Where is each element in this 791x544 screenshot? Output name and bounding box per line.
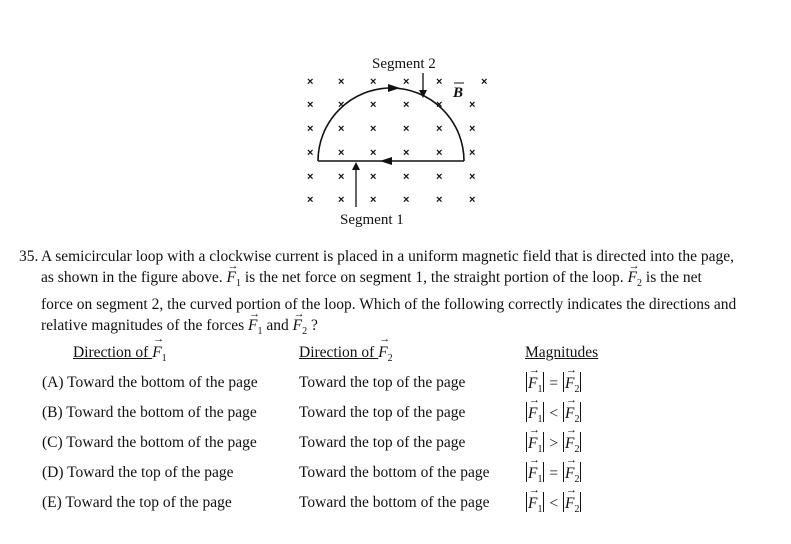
- field-x-mark: ×: [481, 76, 488, 88]
- question-35: [19, 246, 779, 342]
- field-x-mark: ×: [403, 194, 410, 206]
- question-line-1: A semicircular loop with a clockwise current is placed in a uniform magnetic field that is directed into the page,: [41, 248, 734, 265]
- question-line-4c: ?: [310, 317, 318, 335]
- field-x-mark: ×: [403, 123, 410, 135]
- field-x-mark: ×: [436, 99, 443, 111]
- b-field-label: B: [453, 85, 464, 101]
- header-direction-f2: Direction of → $F_2$: [299, 344, 393, 364]
- magnetic-field-figure: [0, 0, 791, 240]
- question-line-2b: is the net force on segment 1, the straight portion of the loop.: [244, 269, 624, 286]
- field-x-mark: ×: [403, 147, 410, 159]
- field-x-mark: ×: [436, 171, 443, 183]
- field-x-mark: ×: [370, 171, 377, 183]
- field-x-mark: ×: [370, 147, 377, 159]
- question-line-2a: as shown in the figure above.: [41, 269, 223, 286]
- choice-e-magnitude: → $F_1$ < → $F_2$: [525, 492, 582, 515]
- field-x-mark: ×: [338, 123, 345, 135]
- choice-c-dir1[interactable]: (C) Toward the bottom of the page: [42, 434, 257, 451]
- field-x-mark: ×: [307, 147, 314, 159]
- field-x-mark: ×: [469, 123, 476, 135]
- field-x-mark: ×: [469, 171, 476, 183]
- question-line-2: [41, 267, 779, 294]
- field-x-mark: ×: [403, 76, 410, 88]
- field-x-mark: ×: [403, 171, 410, 183]
- field-x-mark: ×: [436, 123, 443, 135]
- question-line-4a: relative magnitudes of the forces: [41, 317, 245, 335]
- choice-b-dir1[interactable]: (B) Toward the bottom of the page: [42, 404, 257, 421]
- field-x-mark: ×: [469, 99, 476, 111]
- field-x-mark: ×: [307, 171, 314, 183]
- field-x-mark: ×: [370, 99, 377, 111]
- segment-1-label: Segment 1: [340, 212, 404, 228]
- choice-b-dir2: Toward the top of the page: [299, 404, 466, 421]
- field-x-mark: ×: [338, 171, 345, 183]
- question-text: [41, 246, 779, 342]
- field-x-mark: ×: [307, 194, 314, 206]
- choice-b-magnitude: → $F_1$ < → $F_2$: [525, 402, 582, 425]
- field-x-mark: ×: [338, 99, 345, 111]
- header-magnitudes: Magnitudes: [525, 344, 599, 361]
- choice-a-magnitude: → $F_1$ = → $F_2$: [525, 372, 582, 395]
- segment-2-label: Segment 2: [372, 56, 436, 72]
- field-x-mark: ×: [436, 194, 443, 206]
- field-x-mark: ×: [370, 194, 377, 206]
- question-line-4: [41, 315, 779, 342]
- choice-d-dir2: Toward the bottom of the page: [299, 464, 490, 481]
- choice-e-dir2: Toward the bottom of the page: [299, 494, 490, 511]
- f1-symbol: → $F_1$: [248, 315, 262, 342]
- field-x-mark: ×: [370, 123, 377, 135]
- field-x-mark: ×: [469, 147, 476, 159]
- field-x-mark: ×: [338, 194, 345, 206]
- f1-symbol: → $F_1$: [227, 267, 241, 294]
- choice-a-dir1[interactable]: (A) Toward the bottom of the page: [42, 374, 258, 391]
- f2-symbol: → $F_2$: [628, 267, 642, 294]
- field-x-mark: ×: [338, 147, 345, 159]
- header-direction-f1: Direction of → $F_1$: [73, 344, 167, 364]
- choice-c-magnitude: → $F_1$ > → $F_2$: [525, 432, 582, 455]
- choice-a-dir2: Toward the top of the page: [299, 374, 466, 391]
- question-line-2c: is the net: [645, 269, 702, 286]
- field-x-mark: ×: [403, 99, 410, 111]
- field-x-mark: ×: [307, 99, 314, 111]
- choice-c-dir2: Toward the top of the page: [299, 434, 466, 451]
- field-x-mark: ×: [469, 194, 476, 206]
- current-arrow-top: [388, 84, 400, 92]
- choice-d-dir1[interactable]: (D) Toward the top of the page: [42, 464, 234, 481]
- field-x-mark: ×: [436, 147, 443, 159]
- question-line-4b: and: [266, 317, 289, 335]
- field-x-mark: ×: [307, 123, 314, 135]
- field-x-mark: ×: [436, 76, 443, 88]
- question-line-3: force on segment 2, the curved portion of the loop. Which of the following correctly indicates the directions and: [41, 296, 737, 314]
- choice-d-magnitude: → $F_1$ = → $F_2$: [525, 462, 582, 485]
- field-x-mark: ×: [307, 76, 314, 88]
- question-number: 35.: [19, 248, 39, 265]
- segment-1-pointer-head: [352, 162, 360, 170]
- field-x-mark: ×: [370, 76, 377, 88]
- current-arrow-bottom: [380, 157, 392, 165]
- field-x-mark: ×: [338, 76, 345, 88]
- choice-e-dir1[interactable]: (E) Toward the top of the page: [42, 494, 232, 511]
- f2-symbol: → $F_2$: [293, 315, 307, 342]
